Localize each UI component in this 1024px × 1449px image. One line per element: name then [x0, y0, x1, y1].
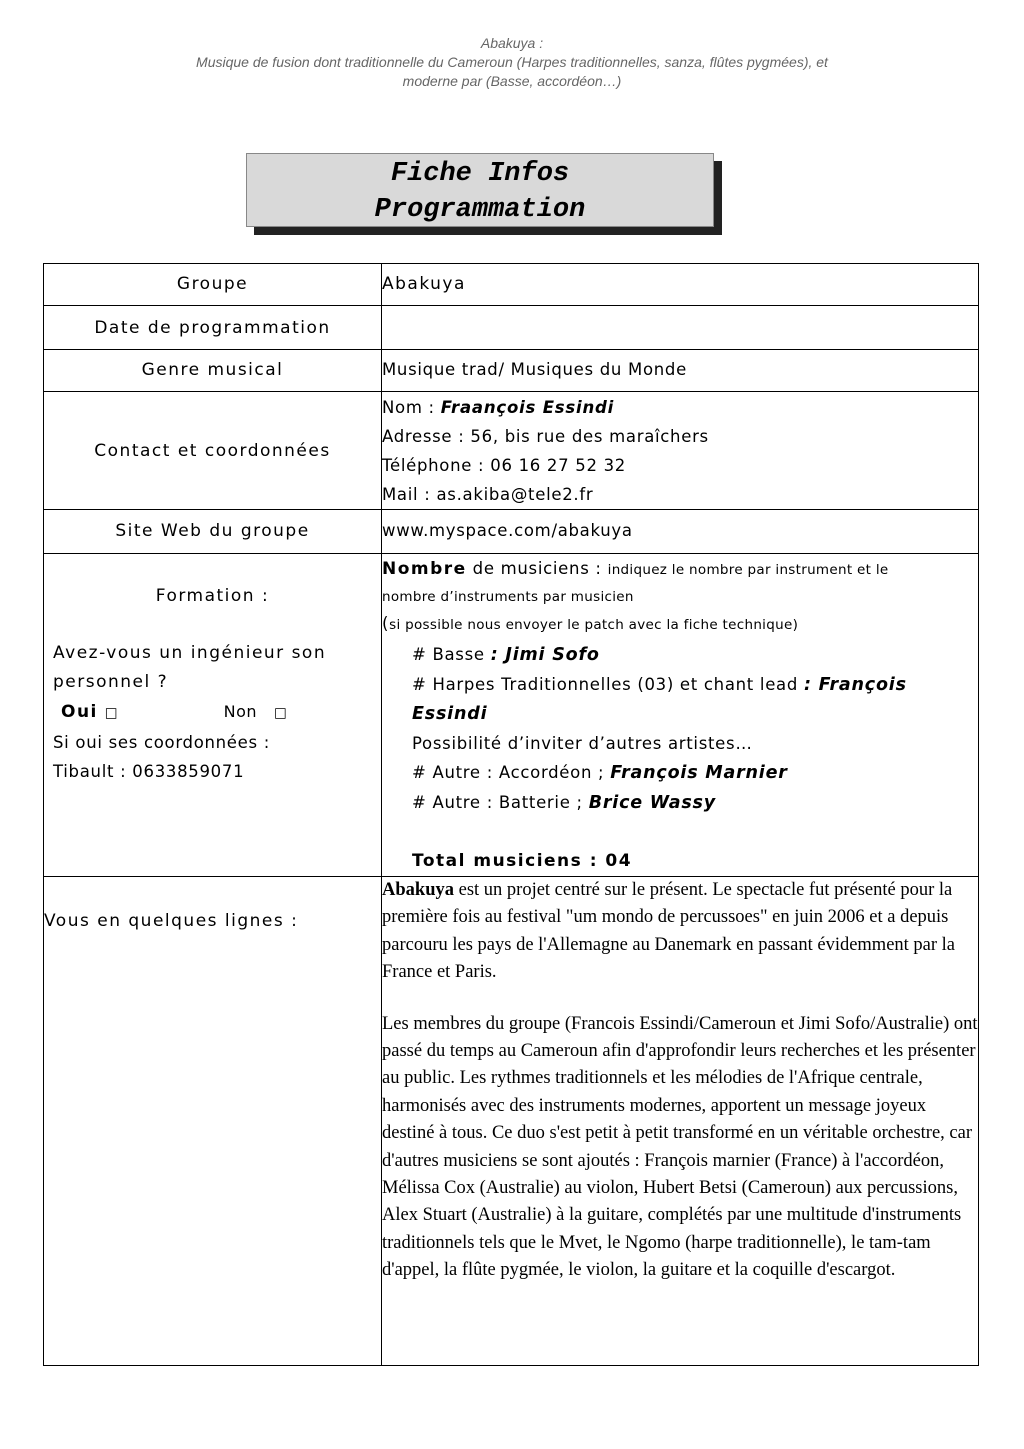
basse-line: [382, 640, 978, 670]
nombre-note-1: indiquez le nombre par instrument et le: [607, 562, 889, 578]
row-contact: [44, 392, 979, 510]
contact-mail: Mail : as.akiba@tele2.fr: [382, 485, 594, 504]
formation-colon: :: [255, 586, 270, 606]
contact-value: [382, 392, 979, 510]
site-value: www.myspace.com/abakuya: [382, 510, 979, 554]
vous-paragraph-1: [382, 877, 978, 987]
groupe-value: Abakuya: [382, 264, 979, 306]
harpes-name-1: : François: [803, 675, 907, 695]
vous-p1-bold: Abakuya: [382, 880, 454, 900]
nombre-rest: de musiciens :: [466, 559, 608, 578]
title-line-1: Fiche Infos: [390, 159, 570, 189]
contact-nom: [382, 393, 978, 422]
vous-value: [382, 877, 979, 1366]
patch-line: [382, 609, 978, 640]
nombre-note-2: nombre d’instruments par musicien: [382, 589, 634, 605]
basse-name: : Jimi Sofo: [490, 645, 600, 665]
vous-paragraph-2: Les membres du groupe (Francois Essindi/Cameroun et Jimi Sofo/Australie) ont passé du temps au Cameroun afin d'approfondir leurs recherches et les présenter au public. Les rythmes traditionnels et les mélodies de l'Afrique centrale, harmonisés avec des instruments modernes, apportent un message joyeux destiné à tous. Ce duo s'est petit à petit transformé en un véritable orchestre, car d'autres musiciens se sont ajoutés : François marnier (France) à l'accordéon, Mélissa Cox (Australie) au violon, Hubert Betsi (Cameroun) aux percussions, Alex Stuart (Australie) à la guitare, complétés par une multitude d'instruments traditionnels tels que le Mvet, le Ngomo (harpe traditionnelle), le tam-tam d'appel, la flûte pygmée, le violon, la guitare et la coquille d'escargot.: [382, 1013, 978, 1281]
oui-non-row: [44, 697, 381, 728]
groupe-label: Groupe: [44, 264, 382, 306]
row-vous: [44, 877, 979, 1366]
title-line-2: Programmation: [374, 195, 586, 225]
vous-p1-text: est un projet centré sur le présent. Le spectacle fut présenté pour la première fois au festival "um mondo de percussoes" en juin 2006 et a depuis parcouru les pays de l'Allemagne au Danemark en passant évidemment par la France et Paris.: [382, 880, 956, 983]
harpes-name-2: Essindi: [412, 704, 488, 724]
formation-title: Formation: [155, 586, 256, 606]
header-line-1: Abakuya :: [480, 35, 544, 51]
total-musiciens: Total musiciens : 04: [412, 851, 633, 871]
basse-label: # Basse: [412, 645, 491, 664]
vous-label: Vous en quelques lignes :: [44, 877, 382, 1366]
ingenieur-q2: personnel ?: [53, 672, 169, 692]
nombre-bold: Nombre: [382, 559, 467, 579]
genre-value: Musique trad/ Musiques du Monde: [382, 350, 979, 392]
batterie-name: Brice Wassy: [588, 793, 716, 813]
page-title: [246, 153, 714, 227]
non-checkbox[interactable]: □: [273, 705, 288, 721]
accordeon-line: [382, 758, 978, 788]
batterie-line: [382, 788, 978, 818]
row-genre: [44, 350, 979, 392]
ingenieur-question: [44, 639, 381, 697]
non-label: Non: [223, 702, 258, 721]
date-value: [382, 306, 979, 350]
nom-value: Fraançois Essindi: [440, 398, 615, 417]
ingenieur-contact: Tibault : 0633859071: [53, 762, 245, 781]
accordeon-name: François Marnier: [610, 763, 788, 783]
contact-label: Contact et coordonnées: [44, 392, 382, 510]
date-label: Date de programmation: [44, 306, 382, 350]
batterie-label: # Autre : Batterie ;: [412, 793, 589, 812]
oui-label: Oui: [61, 702, 98, 722]
patch-note: si possible nous envoyer le patch avec la fiche technique): [389, 617, 799, 633]
formation-label: [44, 554, 381, 606]
possibilite-line: Possibilité d’inviter d’autres artistes…: [412, 734, 753, 753]
row-date: [44, 306, 979, 350]
formation-value: [382, 554, 979, 877]
row-site: [44, 510, 979, 554]
row-groupe: [44, 264, 979, 306]
genre-label: Genre musical: [44, 350, 382, 392]
contact-adresse: Adresse : 56, bis rue des maraîchers: [382, 427, 709, 446]
si-oui-text: Si oui ses coordonnées :: [53, 733, 271, 752]
nom-label: Nom :: [382, 398, 441, 417]
header-line-2: Musique de fusion dont traditionnelle du Cameroun (Harpes traditionnelles, sanza, flûtes pygmées), et: [196, 54, 828, 70]
ingenieur-q1: Avez-vous un ingénieur son: [53, 643, 327, 663]
oui-checkbox[interactable]: □: [104, 705, 118, 721]
site-label: Site Web du groupe: [44, 510, 382, 554]
harpes-label: # Harpes Traditionnelles (03) et chant lead: [412, 675, 804, 694]
header-line-3: moderne par (Basse, accordéon…): [402, 73, 622, 89]
nombre-line-1: [382, 554, 978, 585]
contact-telephone: Téléphone : 06 16 27 52 32: [382, 456, 627, 475]
info-table: [43, 263, 979, 1366]
formation-label-cell: [44, 554, 382, 877]
row-formation: [44, 554, 979, 877]
accordeon-label: # Autre : Accordéon ;: [412, 763, 611, 782]
page-header: [0, 34, 1024, 91]
harpes-line: [382, 670, 978, 700]
patch-paren: (: [382, 614, 390, 633]
